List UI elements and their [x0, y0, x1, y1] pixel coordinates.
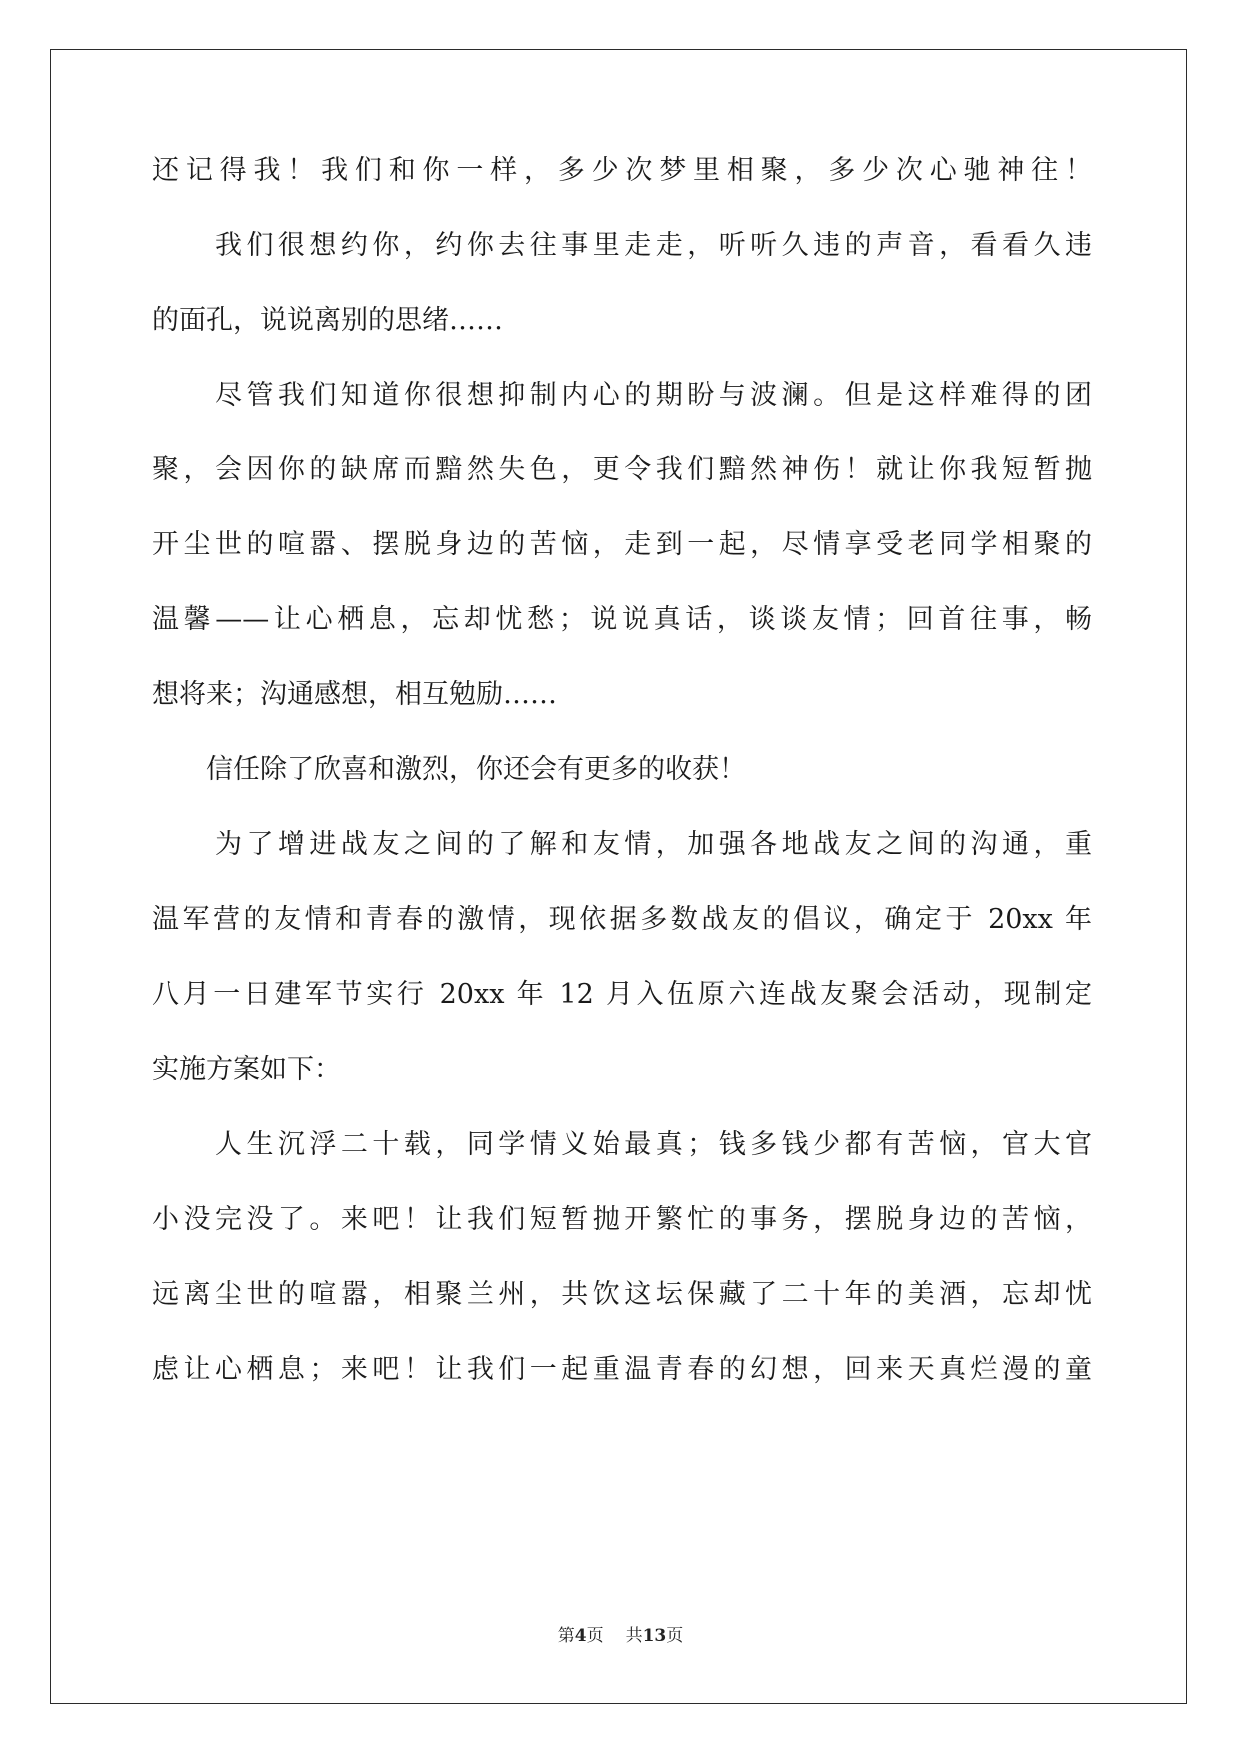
text-line: 人生沉浮二十载，同学情义始最真；钱多钱少都有苦恼，官大官 — [152, 1129, 1092, 1160]
footer-prefix: 第 — [557, 1626, 575, 1646]
current-page-number: 4 — [574, 1626, 587, 1646]
text-line: 聚，会因你的缺席而黯然失色，更令我们黯然神伤！就让你我短暂抛 — [152, 454, 1092, 485]
footer-total-suffix: 页 — [666, 1626, 684, 1646]
text-line: 八月一日建军节实行 20xx 年 12 月入伍原六连战友聚会活动，现制定 — [152, 979, 1092, 1010]
text-line: 虑让心栖息；来吧！让我们一起重温青春的幻想，回来天真烂漫的童 — [152, 1354, 1092, 1385]
page-frame — [50, 49, 1187, 1704]
text-line: 开尘世的喧嚣、摆脱身边的苦恼，走到一起，尽情享受老同学相聚的 — [152, 529, 1092, 560]
footer-page-suffix: 页 — [586, 1626, 604, 1646]
text-line: 实施方案如下： — [152, 1054, 341, 1085]
text-line: 尽管我们知道你很想抑制内心的期盼与波澜。但是这样难得的团 — [152, 380, 1092, 411]
text-line: 的面孔，说说离别的思绪…… — [152, 305, 503, 336]
text-line: 温馨——让心栖息，忘却忧愁；说说真话，谈谈友情；回首往事，畅 — [152, 604, 1092, 635]
text-line: 温军营的友情和青春的激情，现依据多数战友的倡议，确定于 20xx 年 — [152, 904, 1092, 935]
text-line: 还记得我！我们和你一样，多少次梦里相聚，多少次心驰神往！ — [152, 155, 1092, 186]
text-line: 信任除了欣喜和激烈，你还会有更多的收获！ — [152, 754, 746, 785]
footer-total-prefix: 共 — [625, 1626, 643, 1646]
text-line: 想将来；沟通感想，相互勉励…… — [152, 679, 557, 710]
text-line: 我们很想约你，约你去往事里走走，听听久违的声音，看看久违 — [152, 230, 1092, 261]
total-pages-number: 13 — [642, 1626, 667, 1646]
page-footer — [0, 1624, 1241, 1648]
text-line: 远离尘世的喧嚣，相聚兰州，共饮这坛保藏了二十年的美酒，忘却忧 — [152, 1279, 1092, 1310]
text-line: 为了增进战友之间的了解和友情，加强各地战友之间的沟通，重 — [152, 829, 1092, 860]
text-line: 小没完没了。来吧！让我们短暂抛开繁忙的事务，摆脱身边的苦恼， — [152, 1204, 1092, 1235]
